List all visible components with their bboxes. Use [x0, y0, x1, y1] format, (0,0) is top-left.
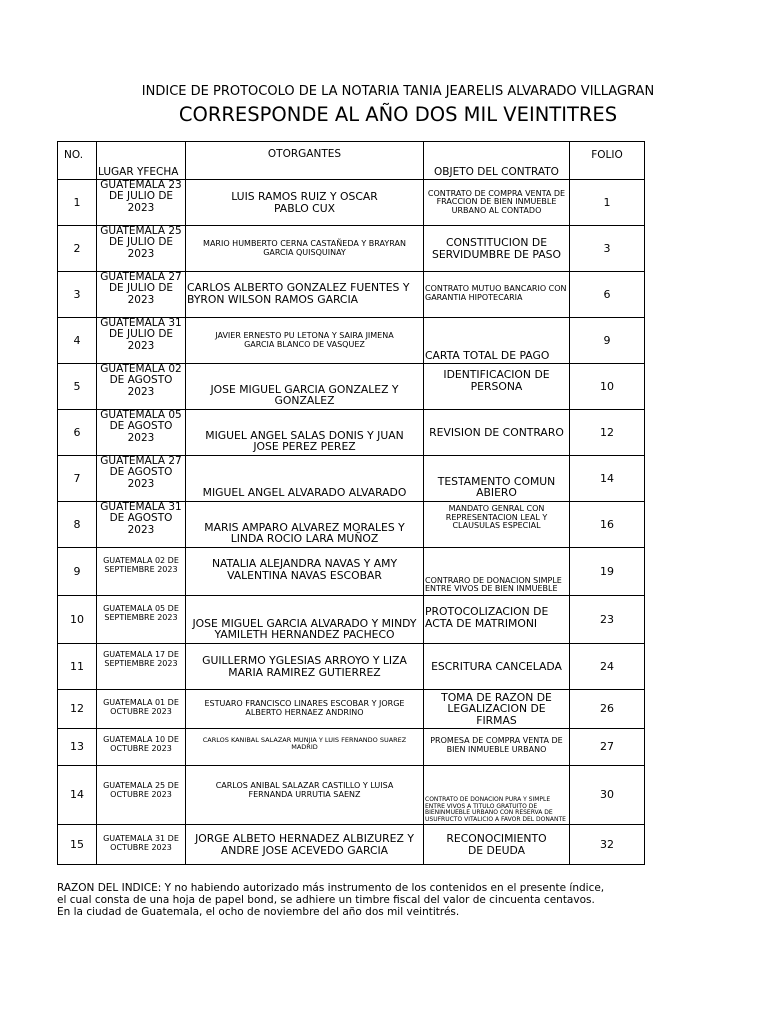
cell-no: 2	[58, 226, 97, 272]
table-row	[58, 690, 645, 729]
cell-no: 12	[58, 690, 97, 729]
cell-lugar-fecha: GUATEMALA 25 DE JULIO DE 2023	[97, 226, 186, 272]
cell-folio: 30	[570, 766, 645, 825]
cell-otorgantes: CARLOS ANIBAL SALAZAR CASTILLO Y LUISA FERNANDA URRUTIA SAENZ	[186, 766, 424, 825]
cell-objeto: TESTAMENTO COMUN ABIERO	[424, 456, 570, 502]
column-header-lugar-fecha: LUGAR YFECHA	[97, 142, 186, 180]
table-header-row	[58, 142, 645, 180]
cell-objeto: ESCRITURA CANCELADA	[424, 644, 570, 690]
cell-otorgantes: JOSE MIGUEL GARCIA ALVARADO Y MINDY YAMILETH HERNANDEZ PACHECO	[186, 596, 424, 644]
cell-lugar-fecha: GUATEMALA 25 DE OCTUBRE 2023	[97, 766, 186, 825]
cell-otorgantes: MIGUEL ANGEL ALVARADO ALVARADO	[186, 456, 424, 502]
cell-lugar-fecha: GUATEMALA 05 DE SEPTIEMBRE 2023	[97, 596, 186, 644]
cell-otorgantes: NATALIA ALEJANDRA NAVAS Y AMY VALENTINA NAVAS ESCOBAR	[186, 548, 424, 596]
cell-otorgantes: JAVIER ERNESTO PU LETONA Y SAIRA JIMENA GARCIA BLANCO DE VASQUEZ	[186, 318, 424, 364]
table-row	[58, 729, 645, 766]
cell-no: 5	[58, 364, 97, 410]
cell-otorgantes: MARIS AMPARO ALVAREZ MORALES Y LINDA ROCIO LARA MUÑOZ	[186, 502, 424, 548]
cell-objeto: CARTA TOTAL DE PAGO	[424, 318, 570, 364]
table-row	[58, 548, 645, 596]
cell-lugar-fecha: GUATEMALA 02 DE SEPTIEMBRE 2023	[97, 548, 186, 596]
table-row	[58, 766, 645, 825]
table-row	[58, 226, 645, 272]
document-subtitle: CORRESPONDE AL AÑO DOS MIL VEINTITRES	[178, 103, 618, 126]
cell-otorgantes: CARLOS KANIBAL SALAZAR MUNJIA Y LUIS FERNANDO SUAREZ MADRID	[186, 729, 424, 766]
cell-folio: 14	[570, 456, 645, 502]
cell-folio: 3	[570, 226, 645, 272]
cell-folio: 9	[570, 318, 645, 364]
cell-objeto: PROMESA DE COMPRA VENTA DE BIEN INMUEBLE URBANO	[424, 729, 570, 766]
cell-objeto: MANDATO GENRAL CON REPRESENTACION LEAL Y CLAUSULAS ESPECIAL	[424, 502, 570, 548]
cell-lugar-fecha: GUATEMALA 02 DE AGOSTO 2023	[97, 364, 186, 410]
table-row	[58, 502, 645, 548]
cell-lugar-fecha: GUATEMALA 17 DE SEPTIEMBRE 2023	[97, 644, 186, 690]
cell-lugar-fecha: GUATEMALA 27 DE AGOSTO 2023	[97, 456, 186, 502]
column-header-no: NO.	[58, 142, 97, 180]
cell-folio: 12	[570, 410, 645, 456]
cell-no: 13	[58, 729, 97, 766]
table-row	[58, 318, 645, 364]
column-header-objeto: OBJETO DEL CONTRATO	[424, 142, 570, 180]
cell-otorgantes: GUILLERMO YGLESIAS ARROYO Y LIZA MARIA RAMIREZ GUTIERREZ	[186, 644, 424, 690]
cell-objeto: CONTRATO DE DONACION PURA Y SIMPLE ENTRE VIVOS A TITULO GRATUITO DE BIENINMUEBLE URBANO CON RESERVA DE USUFRUCTO VITALICIO A FAVOR DEL DONANTE	[424, 766, 570, 825]
cell-lugar-fecha: GUATEMALA 31 DE JULIO DE 2023	[97, 318, 186, 364]
cell-folio: 19	[570, 548, 645, 596]
cell-lugar-fecha: GUATEMALA 01 DE OCTUBRE 2023	[97, 690, 186, 729]
cell-otorgantes: MIGUEL ANGEL SALAS DONIS Y JUAN JOSE PEREZ PEREZ	[186, 410, 424, 456]
document-title: INDICE DE PROTOCOLO DE LA NOTARIA TANIA JEARELIS ALVARADO VILLAGRAN	[141, 84, 655, 99]
table-row	[58, 825, 645, 865]
table-row	[58, 456, 645, 502]
cell-otorgantes: JOSE MIGUEL GARCIA GONZALEZ Y GONZALEZ	[186, 364, 424, 410]
cell-folio: 27	[570, 729, 645, 766]
cell-objeto: CONSTITUCION DE SERVIDUMBRE DE PASO	[424, 226, 570, 272]
cell-objeto: PROTOCOLIZACION DE ACTA DE MATRIMONI	[424, 596, 570, 644]
cell-folio: 32	[570, 825, 645, 865]
cell-folio: 6	[570, 272, 645, 318]
cell-folio: 24	[570, 644, 645, 690]
protocol-index-table	[57, 141, 645, 865]
cell-objeto: CONTRATO DE COMPRA VENTA DE FRACCION DE BIEN INMUEBLE URBANO AL CONTADO	[424, 180, 570, 226]
table-row	[58, 410, 645, 456]
razon-del-indice	[57, 882, 657, 919]
cell-no: 1	[58, 180, 97, 226]
cell-objeto: RECONOCIMIENTO DE DEUDA	[424, 825, 570, 865]
table-row	[58, 644, 645, 690]
cell-objeto: REVISION DE CONTRARO	[424, 410, 570, 456]
cell-lugar-fecha: GUATEMALA 31 DE OCTUBRE 2023	[97, 825, 186, 865]
table-row	[58, 596, 645, 644]
cell-lugar-fecha: GUATEMALA 05 DE AGOSTO 2023	[97, 410, 186, 456]
cell-otorgantes: ESTUARO FRANCISCO LINARES ESCOBAR Y JORGE ALBERTO HERNAEZ ANDRINO	[186, 690, 424, 729]
cell-no: 4	[58, 318, 97, 364]
column-header-otorgantes: OTORGANTES	[186, 142, 424, 180]
cell-otorgantes: JORGE ALBETO HERNADEZ ALBIZUREZ Y ANDRE JOSE ACEVEDO GARCIA	[186, 825, 424, 865]
cell-no: 6	[58, 410, 97, 456]
cell-otorgantes: CARLOS ALBERTO GONZALEZ FUENTES Y BYRON WILSON RAMOS GARCIA	[186, 272, 424, 318]
cell-folio: 10	[570, 364, 645, 410]
cell-otorgantes: LUIS RAMOS RUIZ Y OSCAR PABLO CUX	[186, 180, 424, 226]
cell-objeto: TOMA DE RAZON DE LEGALIZACION DE FIRMAS	[424, 690, 570, 729]
cell-folio: 26	[570, 690, 645, 729]
cell-objeto: CONTRARO DE DONACION SIMPLE ENTRE VIVOS DE BIEN INMUEBLE	[424, 548, 570, 596]
table-row	[58, 272, 645, 318]
razon-line: el cual consta de una hoja de papel bond, se adhiere un timbre fiscal del valor de cincuenta centavos.	[57, 894, 595, 907]
cell-no: 15	[58, 825, 97, 865]
cell-lugar-fecha: GUATEMALA 31 DE AGOSTO 2023	[97, 502, 186, 548]
cell-no: 10	[58, 596, 97, 644]
cell-folio: 23	[570, 596, 645, 644]
cell-no: 7	[58, 456, 97, 502]
cell-folio: 16	[570, 502, 645, 548]
cell-objeto: IDENTIFICACION DE PERSONA	[424, 364, 570, 410]
cell-lugar-fecha: GUATEMALA 27 DE JULIO DE 2023	[97, 272, 186, 318]
cell-folio: 1	[570, 180, 645, 226]
cell-no: 9	[58, 548, 97, 596]
column-header-folio: FOLIO	[570, 142, 645, 180]
razon-line: RAZON DEL INDICE: Y no habiendo autorizado más instrumento de los contenidos en el presente índice,	[57, 882, 605, 894]
cell-no: 14	[58, 766, 97, 825]
cell-lugar-fecha: GUATEMALA 10 DE OCTUBRE 2023	[97, 729, 186, 766]
cell-objeto: CONTRATO MUTUO BANCARIO CON GARANTIA HIPOTECARIA	[424, 272, 570, 318]
cell-otorgantes: MARIO HUMBERTO CERNA CASTAÑEDA Y BRAYRAN GARCIA QUISQUINAY	[186, 226, 424, 272]
table-row	[58, 364, 645, 410]
table-row	[58, 180, 645, 226]
cell-no: 3	[58, 272, 97, 318]
cell-no: 11	[58, 644, 97, 690]
cell-lugar-fecha: GUATEMALA 23 DE JULIO DE 2023	[97, 180, 186, 226]
razon-line: En la ciudad de Guatemala, el ocho de noviembre del año dos mil veintitrés.	[57, 906, 460, 919]
cell-no: 8	[58, 502, 97, 548]
